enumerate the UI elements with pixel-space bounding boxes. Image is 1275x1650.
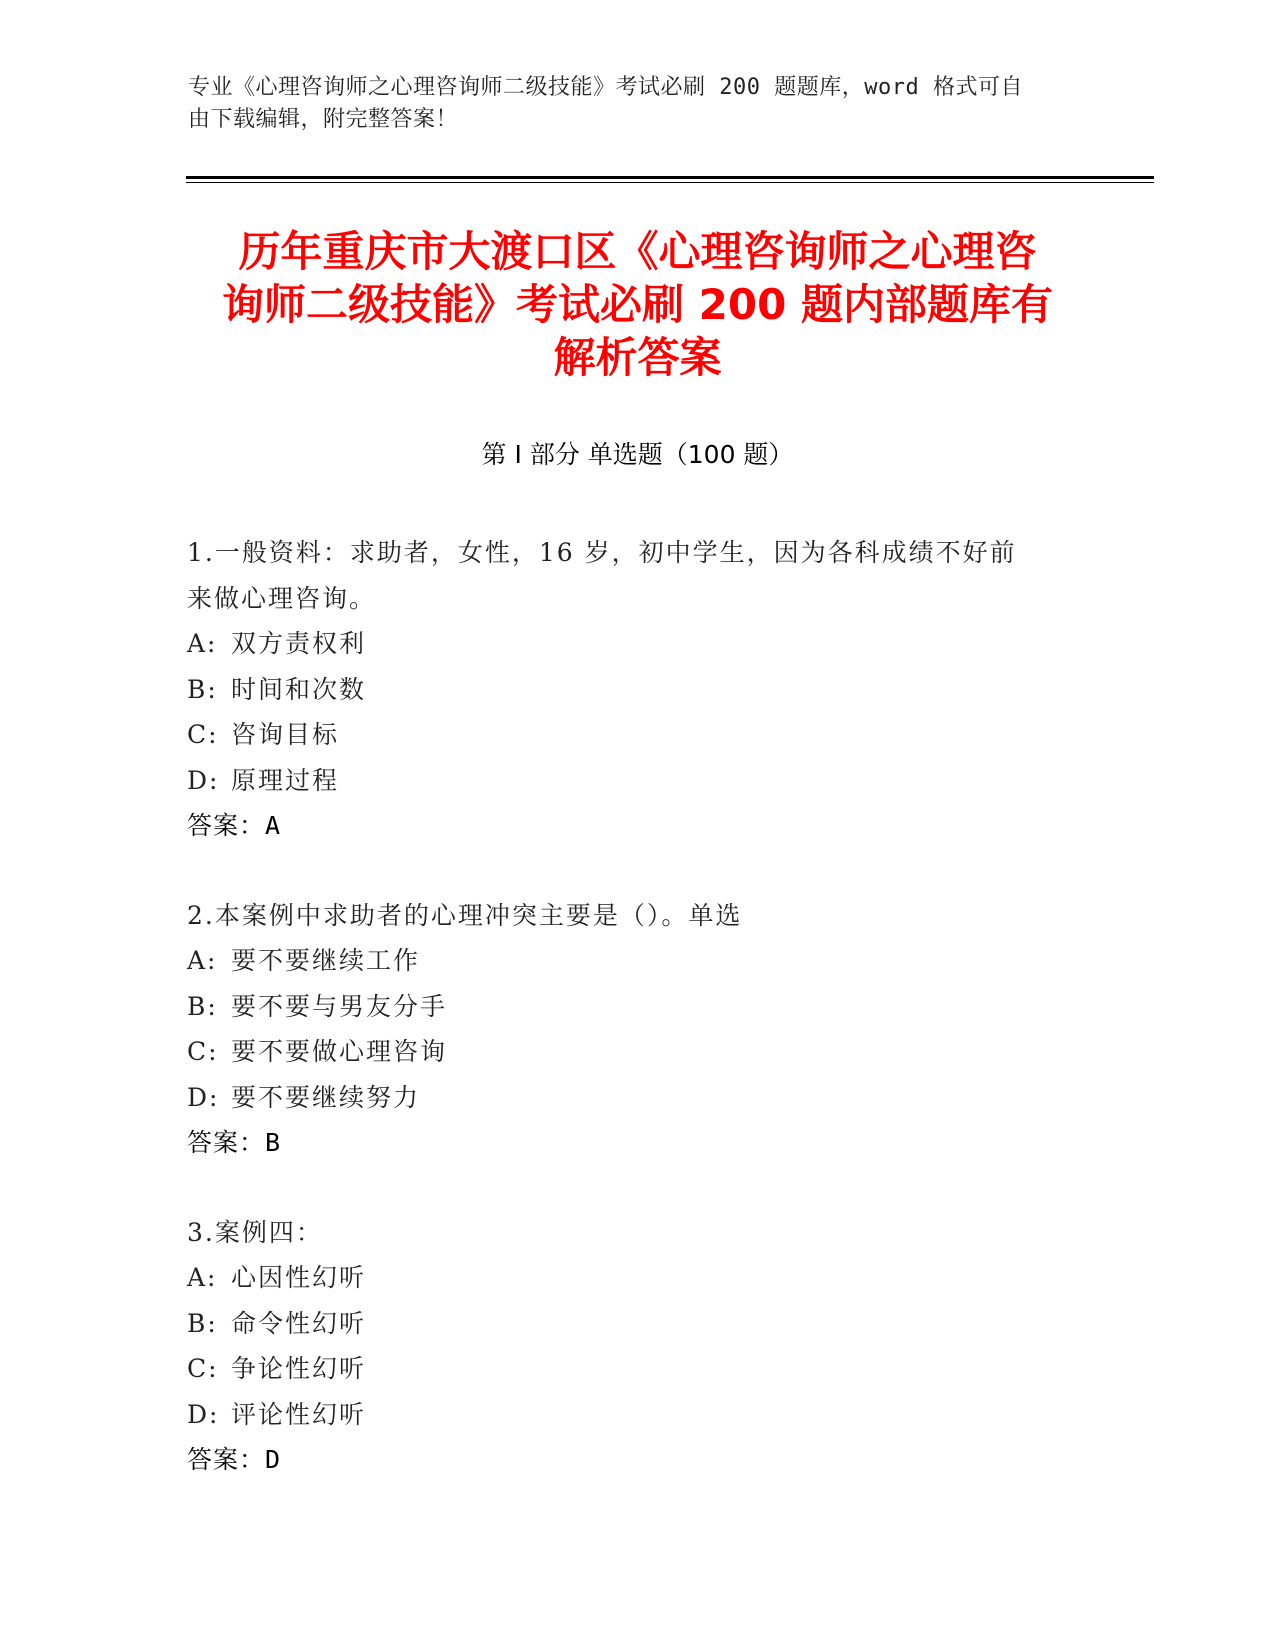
option-text: 要不要继续努力 [231,1082,421,1112]
answer-label: 答案：D [187,1445,282,1474]
option-d [187,758,1087,804]
option-text: 要不要做心理咨询 [231,1037,448,1066]
answer-label: 答案：A [187,811,282,840]
option-letter: A: [187,946,218,975]
option-text: 要不要继续工作 [231,946,421,975]
option-a [187,938,1087,984]
option-text: 心因性幻听 [231,1263,367,1292]
option-text: 原理过程 [231,765,340,795]
option-letter: B: [187,991,218,1021]
answer-label: 答案：B [187,1128,282,1157]
question-1 [187,530,1087,849]
option-text: 咨询目标 [231,720,340,749]
option-letter: B: [187,674,218,704]
option-letter: B: [187,1308,218,1338]
option-b [187,667,1087,713]
option-a [187,1255,1087,1301]
question-stem: 2.本案例中求助者的心理冲突主要是（）。单选 [187,900,743,930]
question-stem: 1.一般资料：求助者，女性，16 岁，初中学生，因为各科成绩不好前 [187,538,1017,567]
header-note-line: 由下载编辑，附完整答案！ [188,107,459,132]
option-c [187,712,1087,758]
option-letter: D: [187,1082,220,1112]
question-stem: 来做心理咨询。 [187,583,377,613]
header-note [188,72,1068,136]
document-title [160,225,1115,384]
option-d [187,1392,1087,1438]
option-text: 命令性幻听 [231,1308,367,1338]
document-title-line: 解析答案 [553,333,722,382]
option-d [187,1075,1087,1121]
question-list [187,530,1087,1527]
header-note-line: 专业《心理咨询师之心理咨询师二级技能》考试必刷 200 题题库，word 格式可自 [188,75,1023,100]
option-letter: C: [187,1354,219,1383]
option-letter: A: [187,629,218,658]
document-title-line: 询师二级技能》考试必刷 200 题内部题库有 [222,280,1053,329]
option-c [187,1029,1087,1075]
option-text: 要不要与男友分手 [231,991,448,1021]
option-c [187,1346,1087,1392]
option-a [187,621,1087,667]
option-text: 双方责权利 [231,629,367,658]
option-letter: C: [187,1037,219,1066]
option-text: 时间和次数 [231,674,367,704]
option-text: 争论性幻听 [231,1354,367,1383]
question-3 [187,1210,1087,1483]
option-b [187,1301,1087,1347]
option-letter: A: [187,1263,218,1292]
option-letter: D: [187,765,220,795]
option-text: 评论性幻听 [231,1399,367,1429]
question-2 [187,893,1087,1166]
question-stem: 3.案例四： [187,1217,323,1247]
option-letter: D: [187,1399,220,1429]
header-divider-thin [186,182,1154,183]
option-letter: C: [187,720,219,749]
section-title: 第 I 部分 单选题（100 题） [481,440,794,469]
document-title-line: 历年重庆市大渡口区《心理咨询师之心理咨 [238,227,1037,276]
header-divider-thick [186,176,1154,179]
option-b [187,984,1087,1030]
